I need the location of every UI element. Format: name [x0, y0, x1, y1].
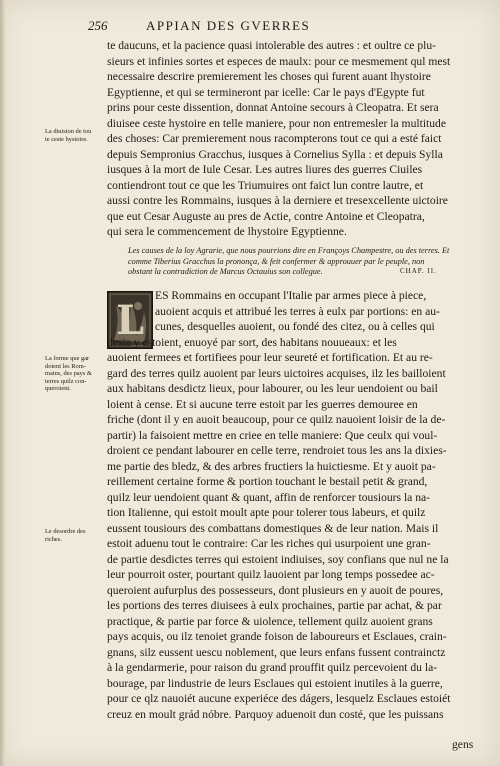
text-line: tion Italienne, qui estoit moult apte pour tolerer tous labeurs, et quilz — [107, 506, 426, 519]
text-line: contiendront tout ce que les Triumuires ont faict lun contre lautre, et — [107, 178, 424, 192]
text-line: me partie des bledz, & des arbres fructiers la huictiesme. Et y auoit pa- — [107, 459, 436, 473]
text-line: auoient acquis et attribué les terres à eulx par portions: en au- — [155, 304, 440, 318]
margin-line: Le desordre des — [45, 528, 86, 535]
text-line: auoient fermees et fortifiees pour leur seureté et fortification. Et au re- — [107, 351, 433, 364]
text-line: Egyptienne, et qui se termineront par icelle: Car le pays d'Egypte fut — [107, 85, 425, 99]
margin-note-forme — [45, 355, 103, 393]
margin-line: queroient. — [45, 385, 71, 393]
text-line: desia y estoient, enuoyé par sort, des habitans nouueaux: et les — [107, 335, 397, 349]
text-line: bourage, par lindustrie de leurs Esclaues qui estoient inutiles à la guerre, — [107, 676, 443, 690]
text-line: gard des terres quilz auoient par leurs uictoires acquises, ilz les bailloient — [107, 366, 446, 380]
margin-line: doient les Rom- — [45, 362, 86, 370]
text-line: ES Rommains en occupant l'Italie par armes piece à piece, — [155, 289, 427, 302]
initial-letter: L — [115, 297, 145, 344]
text-line: des choses: Car premierement nous racompterons tout ce qui a esté faict — [107, 132, 442, 145]
text-line: creuz en moult grád nóbre. Parquoy aduenoit dun costé, que les puissans — [107, 707, 444, 721]
text-line: depuis Sempronius Gracchus, iusques à Cornelius Sylla : et depuis Sylla — [107, 147, 443, 161]
text-line: partir) la faisoient mettre en criee en telle maniere: Que ceulx qui voul- — [107, 428, 438, 442]
text-line: sieurs et infinies sortes et especes de maulx: pour ce mesmement qul mest — [107, 54, 451, 68]
text-line: diuisee ceste hystoire en telle maniere, pour non entremesler la multitude — [107, 116, 446, 130]
text-line: aux habitans desdictz lieux, pour labourer, ou les leur uendoient ou bail — [107, 382, 438, 395]
text-line: estoit aduenu tout le contraire: Car les riches qui usurpoient une gran- — [107, 537, 431, 550]
text-line: gnans, silz eussent uescu noblement, que leurs enfans fussent contrainctz — [107, 645, 446, 659]
page-spine-shadow — [0, 0, 6, 766]
text-line: de partie desdictes terres qui estoient indiuises, soy confians que nul ne la — [107, 552, 449, 566]
text-line: cunes, desquelles auoient, ou fondé des citez, ou à celles qui — [155, 320, 435, 333]
text-line: friche (dont il y en auoit beaucoup, pour ce quilz nauoient loisir de la de- — [107, 413, 446, 426]
margin-line: mains, des pays & — [45, 370, 92, 378]
text-line: eussent tousiours des combattans domestiques & de leur nation. Mais il — [107, 521, 439, 535]
text-line: leur pourroit oster, pourtant quilz lauoient par long temps possedee ac- — [107, 568, 435, 581]
summary-line: Les causes de la loy Agrarie, que nous pourrions dire en Françoys Champestre, ou des terres. Et — [128, 246, 450, 255]
margin-line: La forme que gar — [45, 355, 90, 362]
text-line: loient à cense. Et si aucune terre estoit par les guerres demouree en — [107, 397, 418, 411]
text-line: pays acquis, ou ilz tenoiet grande foison de laboureurs et Esclaues, crain- — [107, 630, 447, 643]
text-line: à la gendarmerie, pour raison du grand prouffit quilz percevoient du la- — [107, 661, 438, 674]
text-line: practique, & partie par force & uiolence, tellement quilz auoient grans — [107, 614, 433, 628]
folio-number: 256 — [88, 18, 108, 33]
text-line: necessaire descrire premierement les choses qui furent auant lhystoire — [107, 70, 431, 83]
text-line: qui sera le commencement de lhystoire Egyptienne. — [107, 225, 347, 238]
summary-line: obstant la contradiction de Marcus Octauius son collegue. — [128, 267, 323, 277]
text-line: aussi contre les Rommains, iusques à la derniere et tresexcellente uictoire — [107, 194, 448, 207]
text-line: quilz leur uendoient quant & quant, affin de renforcer tousiours la na- — [107, 490, 431, 504]
margin-line: terres quilz con- — [45, 377, 87, 385]
text-block-2 — [107, 288, 485, 722]
catchword: gens — [452, 738, 474, 751]
summary-line: comme Tiberius Gracchus la prononça, & feit confermer & approuuer par le peuple, non — [128, 256, 425, 266]
page-header — [88, 15, 488, 37]
text-line: les portions des terres diuisees à eulx prochaines, partie par achat, & par — [107, 599, 442, 612]
margin-line: te ceste hystoire. — [45, 135, 88, 143]
running-title: APPIAN DES GVERRES — [146, 18, 311, 33]
text-line: prins pour ceste dissention, donnat Antoine secours à Cleopatra. Et sera — [107, 101, 439, 114]
margin-line: riches. — [45, 535, 62, 543]
text-line: pour ce qlz nauoiét aucune experiéce des dágers, lesquelz Esclaues estoiét — [107, 692, 451, 705]
text-line: te daucuns, et la pacience quasi intolerable des autres : et oultre ce plu- — [107, 39, 436, 52]
text-line: reillement certaine forme & portion touchant le bestail petit & grand, — [107, 475, 428, 488]
text-block-1 — [107, 38, 485, 240]
text-line: que eut Cesar Auguste au pres de Actie, contre Antoine et Cleopatra, — [107, 209, 425, 223]
text-line: iusques à la mort de Iule Cesar. Les autres liures des guerres Ciuiles — [107, 163, 423, 176]
chapter-label: CHAP. II. — [400, 267, 437, 275]
margin-line: La diuision de tou — [45, 128, 92, 135]
text-line: droient ce pendant labourer en celle terre, rendroiet tous les ans la dixies- — [107, 444, 447, 457]
text-line: queroient aufurplus des possesseurs, dont plusieurs en y auoit de poures, — [107, 583, 444, 597]
margin-note-desordre — [45, 528, 103, 543]
margin-note-division — [45, 128, 103, 143]
